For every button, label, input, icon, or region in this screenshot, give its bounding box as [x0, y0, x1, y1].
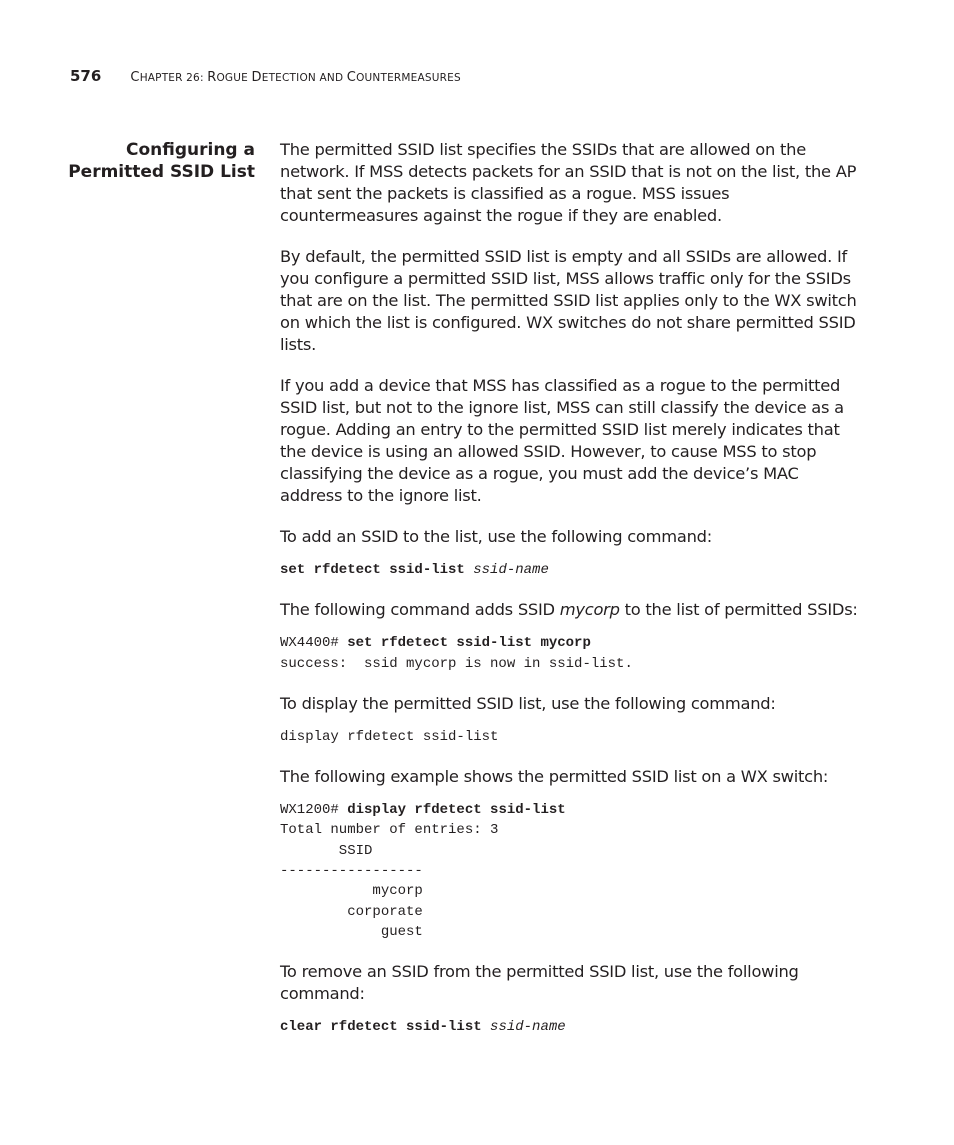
- page-header: [70, 66, 461, 86]
- page-number: 576: [70, 67, 102, 85]
- chapter-title: CHAPTER 26: ROGUE DETECTION AND COUNTERMEASURES: [130, 70, 461, 85]
- code-set-syntax: set rfdetect ssid-list ssid-name: [280, 562, 549, 578]
- paragraph-example-add: The following command adds SSID mycorp to the list of permitted SSIDs:: [280, 600, 858, 620]
- paragraph-add-ssid: To add an SSID to the list, use the following command:: [280, 527, 712, 546]
- section-heading-line1: Configuring a: [125, 140, 255, 160]
- paragraph-remove: To remove an SSID from the permitted SSID list, use the following command:: [280, 962, 799, 1004]
- section-body: [280, 139, 860, 1057]
- code-example-set: WX4400# set rfdetect ssid-list mycorp success: ssid mycorp is now in ssid-list.: [280, 635, 633, 672]
- paragraph-ignore-list: If you add a device that MSS has classified as a rogue to the permitted SSID list, but not to the ignore list, MSS can still classify the device as a rogue. Adding an entry to the permitted SSID list merely indicates that the device is using an allowed SSID. However, to cause MSS to stop classifying the device as a rogue, you must add the device’s MAC address to the ignore list.: [280, 376, 844, 505]
- paragraph-example-display: The following example shows the permitted SSID list on a WX switch:: [280, 767, 829, 787]
- code-display-syntax: display rfdetect ssid-list: [280, 728, 499, 745]
- paragraph-display: To display the permitted SSID list, use the following command:: [280, 693, 776, 713]
- code-example-display: WX1200# display rfdetect ssid-list Total number of entries: 3 SSID ----------------- mycorp corporate guest: [280, 802, 566, 940]
- section-heading: [60, 139, 255, 183]
- section-heading-line2: Permitted SSID List: [68, 162, 255, 182]
- paragraph-intro: The permitted SSID list specifies the SSIDs that are allowed on the network. If MSS detects packets for an SSID that is not on the list, the AP that sent the packets is classified as a rogue. MSS issues countermeasures against the rogue if they are enabled.: [280, 140, 857, 225]
- paragraph-default: By default, the permitted SSID list is empty and all SSIDs are allowed. If you configure a permitted SSID list, MSS allows traffic only for the SSIDs that are on the list. The permitted SSID list applies only to the WX switch on which the list is configured. WX switches do not share permitted SSID lists.: [280, 247, 857, 354]
- code-clear-syntax: clear rfdetect ssid-list ssid-name: [280, 1019, 566, 1036]
